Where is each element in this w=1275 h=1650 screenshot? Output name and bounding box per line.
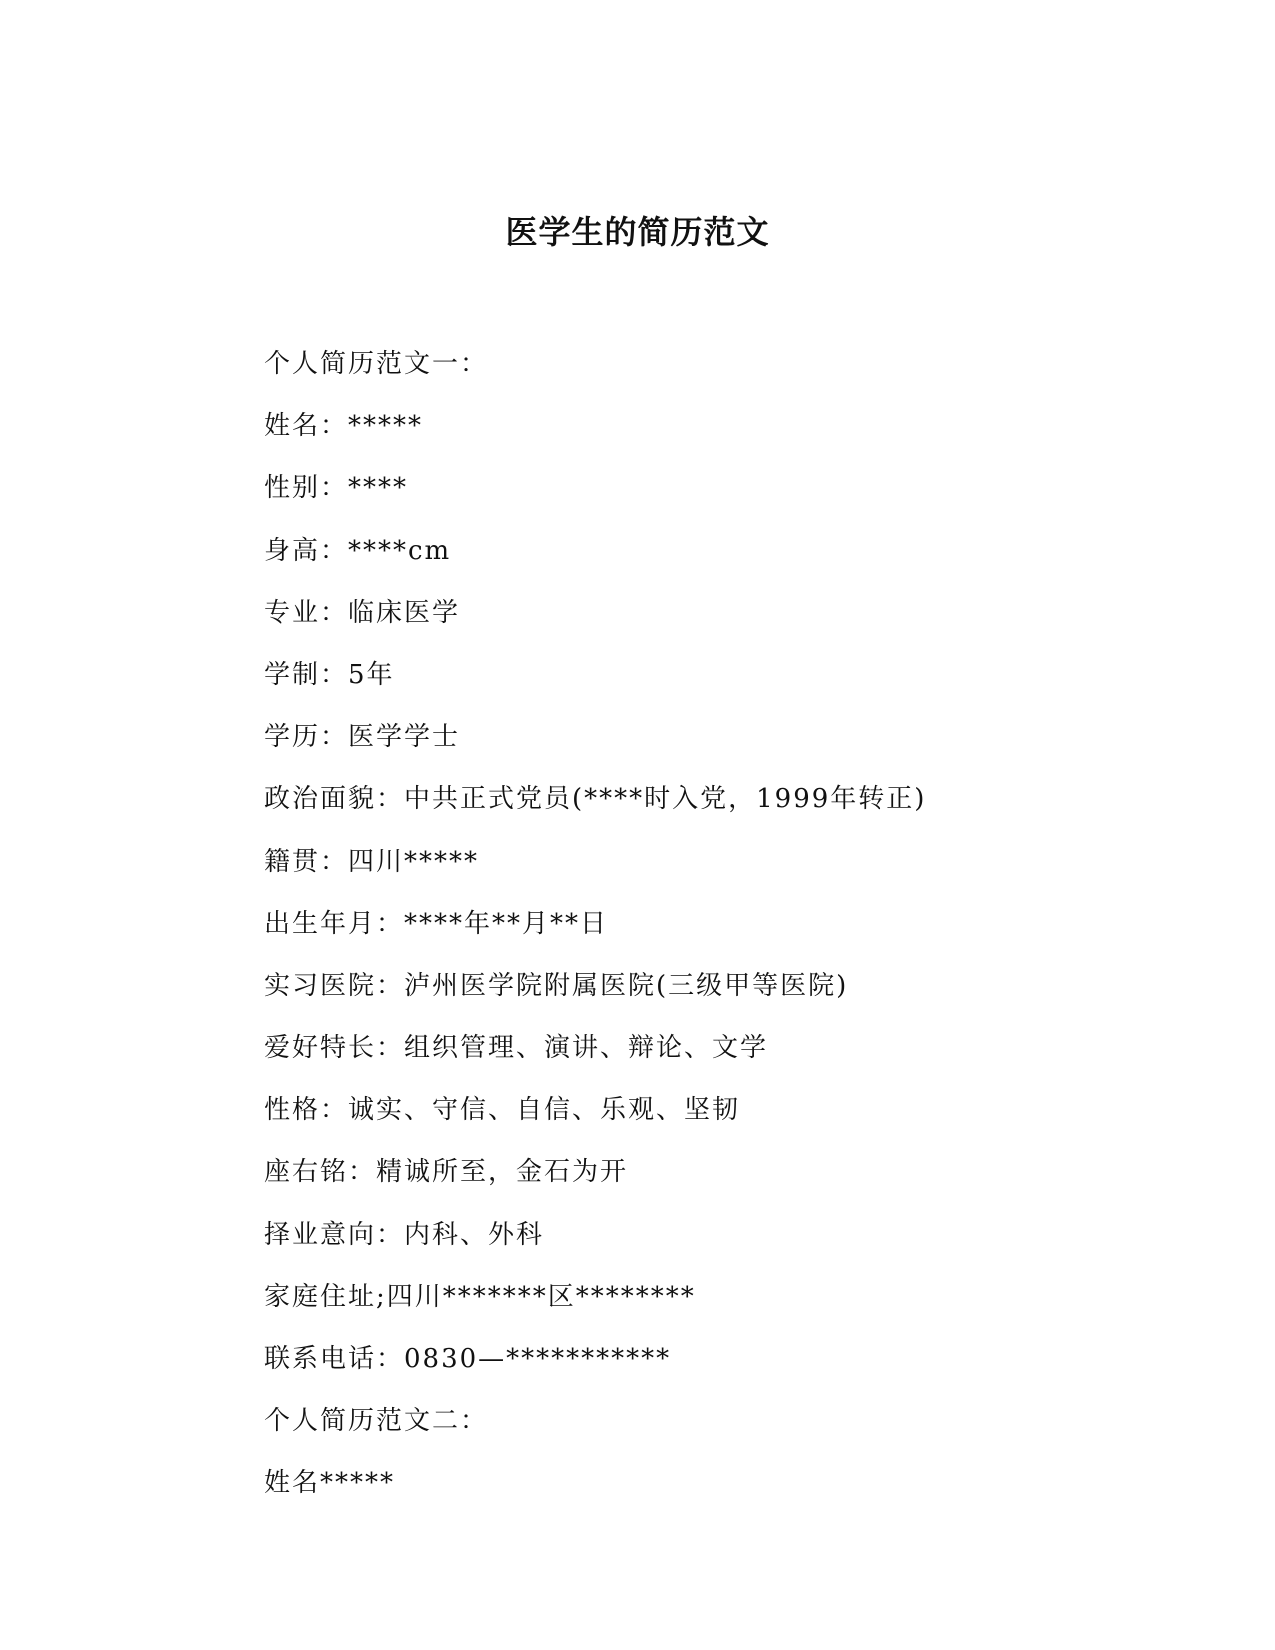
home-address-line: 家庭住址;四川*******区******** [264,1281,696,1312]
name-line: 姓名：***** [264,411,424,442]
birth-date-line: 出生年月：****年**月**日 [264,908,609,939]
section-heading-two: 个人简历范文二： [264,1406,489,1437]
resume-lines [264,333,1024,1515]
height-line: 身高：****cm [264,535,452,566]
name-line-two: 姓名***** [264,1468,396,1499]
document-title: 医学生的简历范文 [505,213,770,251]
major-line: 专业：临床医学 [264,597,461,628]
career-intention-line: 择业意向：内科、外科 [264,1219,545,1250]
personality-line: 性格：诚实、守信、自信、乐观、坚韧 [264,1095,741,1126]
hobbies-line: 爱好特长：组织管理、演讲、辩论、文学 [264,1033,769,1064]
motto-line: 座右铭：精诚所至，金石为开 [264,1157,629,1188]
gender-line: 性别：**** [264,473,409,504]
phone-line: 联系电话：0830—*********** [264,1344,672,1374]
section-heading-one: 个人简历范文一： [264,349,489,379]
internship-hospital-line: 实习医院：泸州医学院附属医院(三级甲等医院) [264,970,849,1001]
duration-line: 学制：5年 [264,659,395,690]
degree-line: 学历：医学学士 [264,722,461,753]
political-status-line: 政治面貌：中共正式党员(****时入党，1999年转正) [264,784,927,815]
native-place-line: 籍贯：四川***** [264,846,480,877]
